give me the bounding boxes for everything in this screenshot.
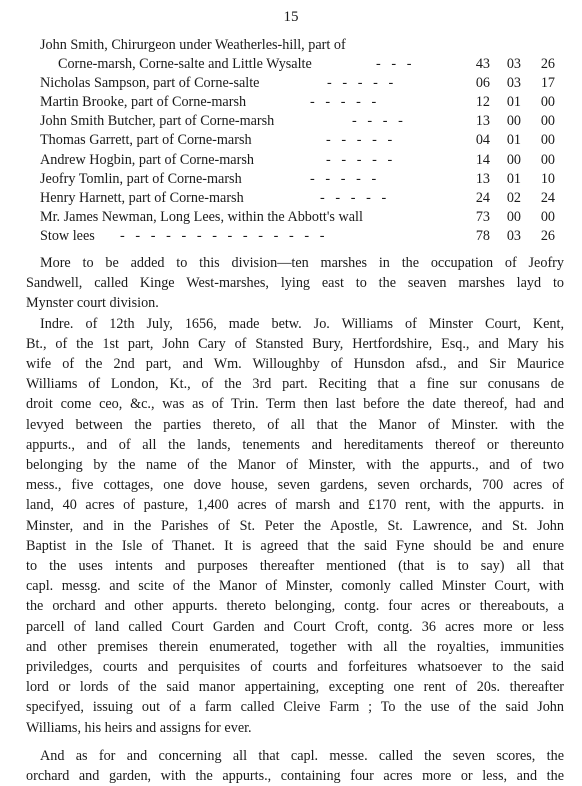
- text-line: Minster, and in the Parishes of St. Peter the Apostle, St. Lawrence, and St. John: [26, 517, 564, 534]
- holding-name: John Smith Butcher, part of Corne-marsh: [40, 113, 275, 130]
- holding-acres: 14: [475, 151, 490, 168]
- holding-row: [0, 170, 582, 189]
- holding-roods: 03: [506, 56, 521, 73]
- holding-row: [0, 151, 582, 170]
- holding-roods: 03: [506, 75, 521, 92]
- holding-perches: 26: [540, 227, 555, 244]
- text-line: Sandwell, called Kinge West-marshes, lying east to the seaven marshes layd to: [26, 275, 564, 292]
- holding-perches: 00: [540, 208, 555, 225]
- leader-dashes: - - - - -: [310, 94, 377, 111]
- holding-perches: 00: [540, 132, 555, 149]
- leader-dashes: - - - - -: [327, 75, 394, 92]
- text-line: capl. messg. and scite of the Manor of Minster, comonly called Minster Court, with: [26, 578, 564, 595]
- text-line: More to be added to this division—ten marshes in the occupation of Jeofry: [40, 255, 564, 271]
- leader-dashes: - - - - - - - - - - - - - -: [120, 227, 325, 244]
- holding-row: [0, 36, 582, 55]
- holding-name: Corne-marsh, Corne-salte and Little Wysalte: [58, 56, 312, 73]
- holding-roods: 00: [506, 151, 521, 168]
- text-line: parcell of land called Court Garden and Court Croft, contg. 36 acres more or less: [26, 618, 564, 635]
- text-line: to the uses intents and purposes thereafter mentioned (that is to say) all that: [26, 558, 564, 575]
- holding-name: Mr. James Newman, Long Lees, within the Abbott's wall: [40, 208, 363, 225]
- holding-row: [0, 112, 582, 131]
- holding-acres: 73: [475, 208, 490, 225]
- text-line: And as for and concerning all that capl. messe. called the seven scores, the: [40, 747, 564, 764]
- holding-name: Martin Brooke, part of Corne-marsh: [40, 94, 247, 111]
- holding-row: [0, 131, 582, 150]
- holding-name: Nicholas Sampson, part of Corne-salte: [40, 75, 260, 92]
- holding-perches: 00: [540, 94, 555, 111]
- text-line: Bt., of the 1st part, John Cary of Stansted Bury, Hertfordshire, Esq., and Mary his: [26, 335, 564, 352]
- holding-row: [0, 74, 582, 93]
- holding-perches: 17: [540, 75, 555, 92]
- holding-name: Jeofry Tomlin, part of Corne-marsh: [40, 170, 242, 187]
- leader-dashes: - - - - -: [310, 170, 377, 187]
- holding-roods: 01: [506, 132, 521, 149]
- paragraph-marshes: [26, 253, 564, 314]
- holding-name: Henry Harnett, part of Corne-marsh: [40, 189, 244, 206]
- leader-dashes: - - -: [376, 56, 412, 73]
- text-line: mess., five cottages, one dove house, seven gardens, seven orchards, 700 acres of: [26, 477, 564, 494]
- holding-perches: 00: [540, 113, 555, 130]
- text-line: Mynster court division.: [26, 295, 159, 312]
- holding-row: [0, 189, 582, 208]
- holding-acres: 13: [475, 170, 490, 187]
- holding-acres: 04: [475, 132, 490, 149]
- holding-acres: 13: [475, 113, 490, 130]
- paragraph-indenture: [26, 314, 564, 738]
- text-line: Williams, his heirs and assigns for ever.: [26, 719, 252, 736]
- holding-row: [0, 55, 582, 74]
- text-line: belonging by the name of the Manor of Minster, with the appurts., and of two: [26, 457, 564, 474]
- text-line: wife of the 2nd part, and Wm. Willoughby of Hunsdon afsd., and Sir Maurice: [26, 356, 564, 373]
- holding-roods: 00: [506, 113, 521, 130]
- text-line: and other premises therein enumerated, together with all the royalties, immunities: [26, 638, 564, 655]
- holding-name: Thomas Garrett, part of Corne-marsh: [40, 132, 252, 149]
- holding-perches: 24: [540, 189, 555, 206]
- holding-roods: 03: [506, 227, 521, 244]
- text-line: land, 40 acres of pasture, 1,400 acres of marsh and £170 rent, with the appurts. in: [26, 497, 564, 514]
- holding-roods: 00: [506, 208, 521, 225]
- leader-dashes: - - - - -: [326, 151, 393, 168]
- holding-name: Andrew Hogbin, part of Corne-marsh: [40, 151, 254, 168]
- holding-name: John Smith, Chirurgeon under Weatherles-hill, part of: [40, 37, 346, 53]
- paragraph-seven-scores: [26, 746, 564, 786]
- body-text: [26, 253, 564, 786]
- holding-row: [0, 208, 582, 227]
- text-line: Williams of London, Kt., of the 3rd part. Reciting that a fine sur conusans de: [26, 376, 564, 393]
- text-line: Indre. of 12th July, 1656, made betw. Jo. Williams of Minster Court, Kent,: [40, 315, 564, 332]
- text-line: levyed between the parties thereto, of all that the Manor of Minster. with the: [26, 416, 564, 433]
- text-line: the orchard and other appurts. thereto belonging, contg. four acres or thereabouts, a: [26, 598, 564, 615]
- holding-perches: 00: [540, 151, 555, 168]
- holding-roods: 02: [506, 189, 521, 206]
- holding-acres: 78: [475, 227, 490, 244]
- holding-roods: 01: [506, 170, 521, 187]
- holding-name: Stow lees: [40, 227, 95, 244]
- text-line: specifyed, issuing out of a farm called Cleive Farm ; To the use of the said John: [26, 699, 564, 716]
- holding-acres: 43: [475, 56, 490, 73]
- holding-perches: 10: [540, 170, 555, 187]
- holding-acres: 24: [475, 189, 490, 206]
- holding-row: [0, 93, 582, 112]
- text-line: Baptist in the Isle of Thanet. It is agreed that the said Fyne should be and enure: [26, 537, 564, 554]
- page-number: 15: [283, 9, 299, 25]
- holding-roods: 01: [506, 94, 521, 111]
- holding-acres: 12: [475, 94, 490, 111]
- text-line: appurts., and of all the lands, tenements and hereditaments thereof or thereunto: [26, 436, 564, 453]
- holding-acres: 06: [475, 75, 490, 92]
- text-line: orchard and garden, with the appurts., containing four acres more or less, and the: [26, 768, 564, 785]
- holding-row: [0, 227, 582, 246]
- leader-dashes: - - - -: [352, 113, 403, 130]
- holdings-list: [0, 36, 582, 246]
- text-line: lord or lords of the said manor appertaining, excepting one rent of 20s. thereafter: [26, 679, 564, 696]
- leader-dashes: - - - - -: [320, 189, 387, 206]
- text-line: priviledges, courts and perquisites of courts and forfeitures whatsoever to the said: [26, 659, 564, 676]
- leader-dashes: - - - - -: [326, 132, 393, 149]
- text-line: droit come ceo, &c., was as of Trin. Term then last before the date thereof, had and: [26, 396, 564, 413]
- holding-perches: 26: [540, 56, 555, 73]
